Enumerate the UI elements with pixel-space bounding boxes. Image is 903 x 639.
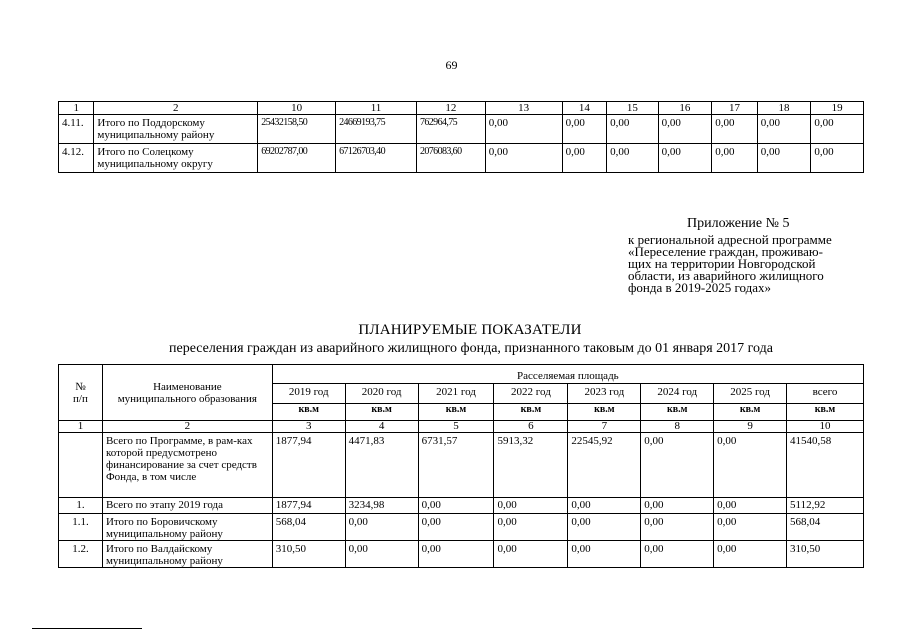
cell-value: 762964,75	[416, 115, 485, 144]
cell-value: 568,04	[272, 514, 345, 541]
appendix-title: Приложение № 5	[687, 216, 790, 231]
cell-value: 0,00	[641, 433, 714, 498]
row-name: Итого по Солецкому муниципальному округу	[94, 144, 258, 173]
cell-value: 0,00	[562, 115, 606, 144]
column-index: 1	[59, 102, 94, 115]
continuation-table	[58, 101, 864, 173]
group-header: Расселяемая площадь	[272, 365, 863, 384]
appendix-line: области, из аварийного жилищного	[628, 268, 824, 283]
row-number: 1.	[59, 498, 103, 514]
cell-value: 0,00	[641, 541, 714, 568]
cell-value: 5112,92	[787, 498, 864, 514]
cell-value: 0,00	[345, 541, 418, 568]
column-index: 10	[787, 421, 864, 433]
cell-value: 0,00	[568, 498, 641, 514]
cell-value: 0,00	[712, 144, 758, 173]
column-index: 11	[336, 102, 417, 115]
year-header: 2020 год	[345, 384, 418, 404]
table-row	[59, 514, 864, 541]
cell-value: 2076083,60	[416, 144, 485, 173]
cell-value: 0,00	[714, 541, 787, 568]
unit-header: кв.м	[272, 404, 345, 421]
cell-value: 6731,57	[418, 433, 494, 498]
appendix-line: фонда в 2019-2025 годах»	[628, 280, 771, 295]
cell-value: 0,00	[345, 514, 418, 541]
cell-value: 41540,58	[787, 433, 864, 498]
row-number	[59, 433, 103, 498]
cell-value: 0,00	[562, 144, 606, 173]
year-header: 2024 год	[641, 384, 714, 404]
column-index: 3	[272, 421, 345, 433]
document-subtitle: переселения граждан из аварийного жилищного фонда, признанного таковым до 01 января 2017 года	[169, 341, 773, 356]
row-number: 1.1.	[59, 514, 103, 541]
cell-value: 0,00	[811, 115, 864, 144]
row-number: 4.12.	[59, 144, 94, 173]
row-number: 4.11.	[59, 115, 94, 144]
column-index: 10	[258, 102, 336, 115]
unit-header: кв.м	[568, 404, 641, 421]
unit-header: кв.м	[345, 404, 418, 421]
cell-value: 0,00	[714, 514, 787, 541]
number-column-header	[59, 365, 103, 421]
column-index: 5	[418, 421, 494, 433]
cell-value: 24669193,75	[336, 115, 417, 144]
cell-value: 67126703,40	[336, 144, 417, 173]
cell-value: 0,00	[485, 115, 562, 144]
year-header: 2023 год	[568, 384, 641, 404]
column-index: 14	[562, 102, 606, 115]
year-header: 2019 год	[272, 384, 345, 404]
table-row	[59, 433, 864, 498]
cell-value: 0,00	[568, 514, 641, 541]
cell-value: 0,00	[485, 144, 562, 173]
unit-header: кв.м	[641, 404, 714, 421]
row-name: Всего по Программе, в рам-ках которой предусмотрено финансирование за счет средств Фонда, в том числе	[102, 433, 272, 498]
appendix-line: щих на территории Новгородской	[628, 256, 816, 271]
row-number: 1.2.	[59, 541, 103, 568]
cell-value: 0,00	[607, 115, 659, 144]
cell-value: 0,00	[712, 115, 758, 144]
cell-value: 69202787,00	[258, 144, 336, 173]
table-index-row	[59, 421, 864, 433]
name-column-header: Наименование муниципального образования	[102, 365, 272, 421]
row-name: Итого по Поддорскому муниципальному району	[94, 115, 258, 144]
cell-value: 0,00	[494, 514, 568, 541]
cell-value: 0,00	[494, 498, 568, 514]
cell-value: 0,00	[714, 498, 787, 514]
year-header: всего	[787, 384, 864, 404]
year-header: 2022 год	[494, 384, 568, 404]
column-index: 7	[568, 421, 641, 433]
cell-value: 0,00	[607, 144, 659, 173]
unit-header: кв.м	[418, 404, 494, 421]
column-index: 2	[94, 102, 258, 115]
column-index: 18	[757, 102, 811, 115]
indicators-table	[58, 364, 864, 568]
appendix-line: «Переселение граждан, проживаю-	[628, 244, 823, 259]
unit-header: кв.м	[494, 404, 568, 421]
column-index: 2	[102, 421, 272, 433]
cell-value: 0,00	[494, 541, 568, 568]
cell-value: 4471,83	[345, 433, 418, 498]
cell-value: 0,00	[658, 115, 712, 144]
table-row	[59, 498, 864, 514]
cell-value: 310,50	[272, 541, 345, 568]
footer-divider	[32, 628, 142, 629]
cell-value: 0,00	[418, 498, 494, 514]
year-header: 2021 год	[418, 384, 494, 404]
cell-value: 0,00	[641, 514, 714, 541]
appendix-line: к региональной адресной программе	[628, 232, 832, 247]
cell-value: 0,00	[641, 498, 714, 514]
row-name: Итого по Валдайскому муниципальному району	[102, 541, 272, 568]
year-header: 2025 год	[714, 384, 787, 404]
column-index: 4	[345, 421, 418, 433]
column-index: 8	[641, 421, 714, 433]
cell-value: 0,00	[568, 541, 641, 568]
page-number: 69	[445, 58, 458, 72]
cell-value: 3234,98	[345, 498, 418, 514]
column-index: 19	[811, 102, 864, 115]
column-index: 1	[59, 421, 103, 433]
column-index: 13	[485, 102, 562, 115]
table-row	[59, 541, 864, 568]
column-index: 17	[712, 102, 758, 115]
column-index: 15	[607, 102, 659, 115]
table-row	[59, 144, 864, 173]
cell-value: 1877,94	[272, 498, 345, 514]
cell-value: 0,00	[418, 541, 494, 568]
cell-value: 5913,32	[494, 433, 568, 498]
cell-value: 0,00	[714, 433, 787, 498]
table-row	[59, 115, 864, 144]
unit-header: кв.м	[787, 404, 864, 421]
cell-value: 25432158,50	[258, 115, 336, 144]
unit-header: кв.м	[714, 404, 787, 421]
table-header-row	[59, 102, 864, 115]
appendix-text	[628, 234, 860, 294]
row-name: Всего по этапу 2019 года	[102, 498, 272, 514]
cell-value: 0,00	[418, 514, 494, 541]
cell-value: 1877,94	[272, 433, 345, 498]
cell-value: 310,50	[787, 541, 864, 568]
column-index: 16	[658, 102, 712, 115]
cell-value: 568,04	[787, 514, 864, 541]
document-title: ПЛАНИРУЕМЫЕ ПОКАЗАТЕЛИ	[358, 322, 582, 338]
header-label: №	[75, 380, 86, 393]
cell-value: 0,00	[757, 144, 811, 173]
table-header-row	[59, 365, 864, 384]
cell-value: 0,00	[811, 144, 864, 173]
column-index: 6	[494, 421, 568, 433]
column-index: 12	[416, 102, 485, 115]
cell-value: 0,00	[658, 144, 712, 173]
cell-value: 0,00	[757, 115, 811, 144]
cell-value: 22545,92	[568, 433, 641, 498]
column-index: 9	[714, 421, 787, 433]
row-name: Итого по Боровичскому муниципальному району	[102, 514, 272, 541]
header-label: п/п	[73, 392, 88, 405]
